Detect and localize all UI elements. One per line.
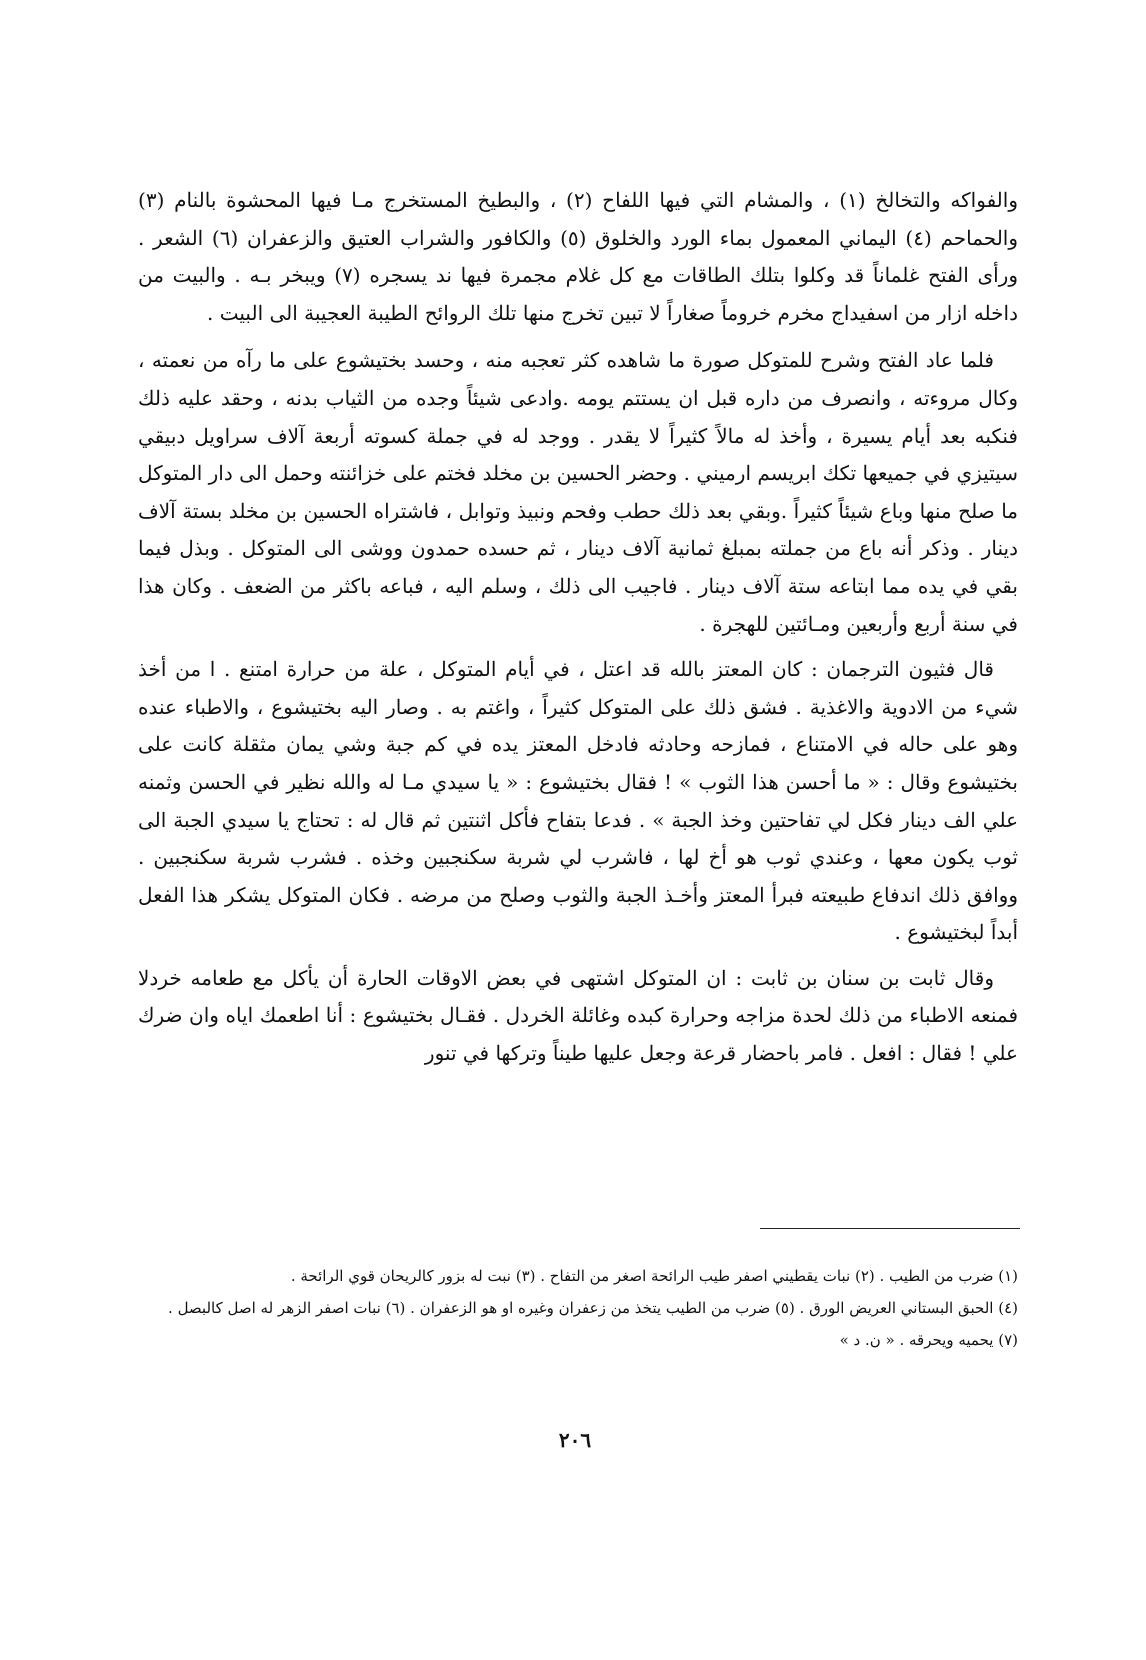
footnote-line-3: (٧) يحميه ويحرقه . « ن. د » [839,1331,1018,1349]
main-text [138,182,1018,1081]
page-number: ٢٠٦ [558,1428,592,1452]
paragraph-1: والفواكه والتخالخ (١) ، والمشام التي فيها اللفاح (٢) ، والبطيخ المستخرج مـا فيها المحشوة بالنام (٣) والحماحم (٤) اليماني المعمول بماء الورد والخلوق (٥) والكافور والشراب العتيق والزعفران (٦) الشعر . ورأى الفتح غلماناً قد وكلوا بتلك الطاقات مع كل غلام مجمرة فيها ند يسجره (٧) ويبخر بـه . والبيت من داخله ازار من اسفيداج مخرم خروماً صغاراً لا تبين تخرج منها تلك الروائح الطيبة العجيبة الى البيت . [138,188,1019,325]
footnote-divider [760,1228,1020,1229]
footnote-line-2: (٤) الحبق البستاني العريض الورق . (٥) ضرب من الطيب يتخذ من زعفران وغيره او هو الزعفران . (٦) نبات اصفر الزهر له اصل كالبصل . [168,1299,1018,1317]
paragraph-3: قال فثيون الترجمان : كان المعتز بالله قد اعتل ، في أيام المتوكل ، علة من حرارة امتنع . ا من أخذ شيء من الادوية والاغذية . فشق ذلك على المتوكل كثيراً ، واغتم به . وصار اليه بختيشوع ، والاطباء عنده وهو على حاله في الامتناع ، فمازحه وحادثه فادخل المعتز يده في كم جبة وشي يمان مثقلة كانت على بختيشوع وقال : « ما أحسن هذا الثوب » ! فقال بختيشوع : « يا سيدي مـا له والله نظير في الحسن وثمنه علي الف دينار فكل لي تفاحتين وخذ الجبة » . فدعا بتفاح فأكل اثنتين ثم قال له : تحتاج يا سيدي الجبة الى ثوب يكون معها ، وعندي ثوب هو أخ لها ، فاشرب لي شربة سكنجبين وخذه . فشرب شربة سكنجبين . ووافق ذلك اندفاع طبيعته فبرأ المعتز وأخـذ الجبة والثوب وصلح من مرضه . فكان المتوكل يشكر هذا الفعل أبداً لبختيشوع . [138,657,1018,945]
paragraph-2: فلما عاد الفتح وشرح للمتوكل صورة ما شاهده كثر تعجبه منه ، وحسد بختيشوع على ما رآه من نعمته ، وكال مروءته ، وانصرف من داره قبل ان يستتم يومه .وادعى شيئاً وجده من الثياب بدنه ، وحقد عليه ذلك فنكبه بعد أيام يسيرة ، وأخذ له مالاً كثيراً لا يقدر . ووجد له في جملة كسوته أربعة آلاف سراويل دبيقي سيتيزي في جميعها تكك ابريسم ارميني . وحضر الحسين بن مخلد فختم على خزائنته وحمل الى دار المتوكل ما صلح منها وباع شيئاً كثيراً .وبقي بعد ذلك حطب وفحم ونبيذ وتوابل ، فاشتراه الحسين بن مخلد بستة آلاف دينار . وذكر أنه باع من جملته بمبلغ ثمانية آلاف دينار ، ثم حسده حمدون ووشى الى المتوكل . وبذل فيما بقي في يده مما ابتاعه ستة آلاف دينار . فاجيب الى ذلك ، وسلم اليه ، فباعه باكثر من الضعف . وكان هذا في سنة أربع وأربعين ومـائتين للهجرة . [138,348,1018,636]
paragraph-4: وقال ثابت بن سنان بن ثابت : ان المتوكل اشتهى في بعض الاوقات الحارة أن يأكل مع طعامه خردلا فمنعه الاطباء من ذلك لحدة مزاجه وحرارة كبده وغائلة الخردل . فقـال بختيشوع : أنا اطعمك اياه وان ضرك علي ! فقال : افعل . فامر باحضار قرعة وجعل عليها طيناً وتركها في تنور [138,965,1018,1066]
footnotes [138,1262,1018,1358]
footnote-line-1: (١) ضرب من الطيب . (٢) نبات يقطيني اصفر طيب الرائحة اصغر من التفاح . (٣) نبت له بزور كالريحان قوي الرائحة . [290,1267,1018,1285]
